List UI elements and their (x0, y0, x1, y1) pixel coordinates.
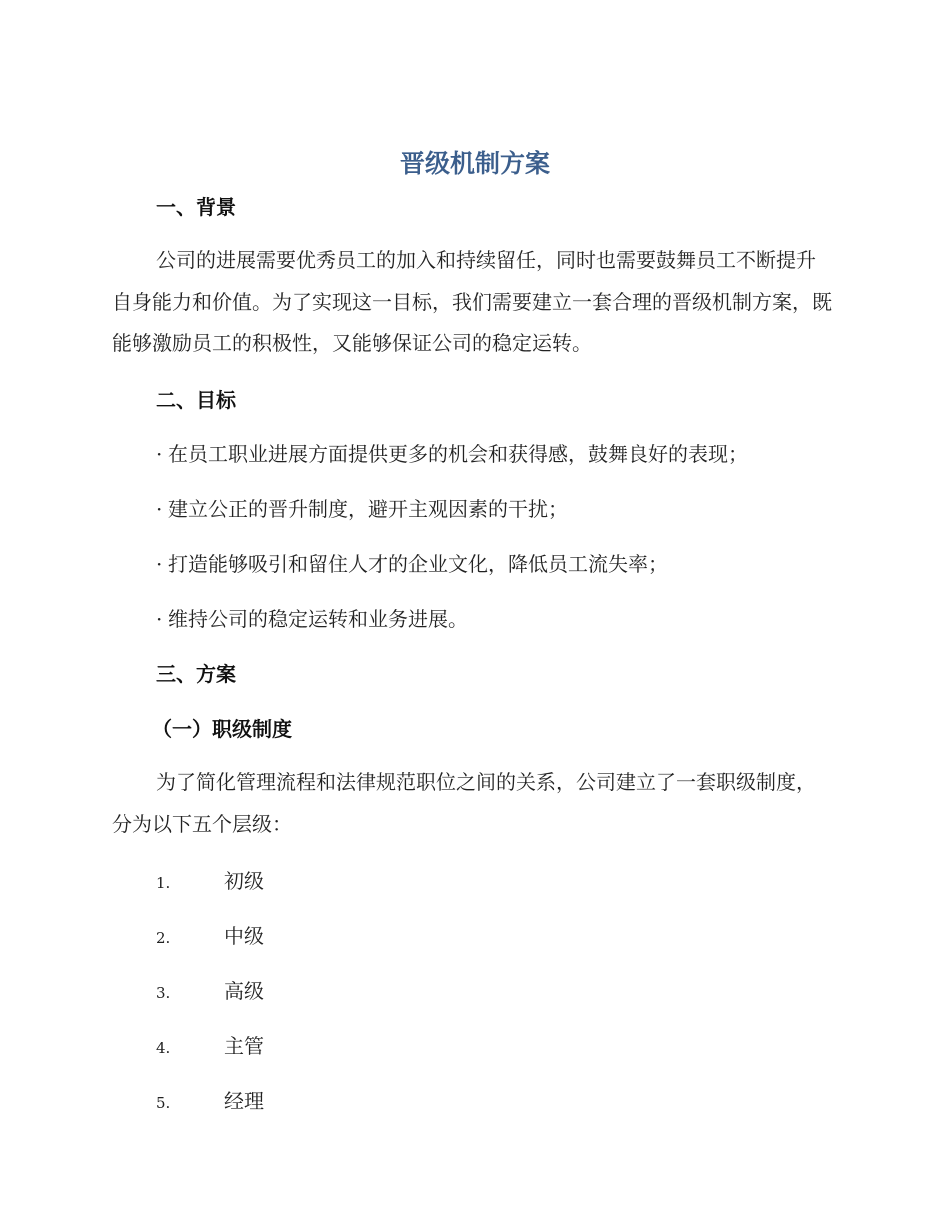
level-number: 4. (156, 1039, 171, 1057)
background-paragraph: 公司的进展需要优秀员工的加入和持续留任，同时也需要鼓舞员工不断提升自身能力和价值。为了实现这一目标，我们需要建立一套合理的晋级机制方案，既能够激励员工的积极性，又能够保证公司的稳定运转。 (112, 248, 832, 355)
level-list-item (156, 976, 264, 1006)
level-number: 2. (156, 929, 171, 947)
bullet-dot: · (156, 442, 163, 466)
subsection-heading-job-levels: （一）职级制度 (152, 717, 292, 741)
goal-bullet-text: 维持公司的稳定运转和业务进展。 (168, 607, 468, 631)
job-levels-paragraph: 为了简化管理流程和法律规范职位之间的关系，公司建立了一套职级制度，分为以下五个层级： (112, 770, 816, 836)
level-label: 经理 (224, 1089, 264, 1113)
goal-bullet-item (156, 494, 568, 524)
level-list-item (156, 866, 264, 896)
level-label: 高级 (224, 979, 264, 1003)
goal-bullet-text: 打造能够吸引和留住人才的企业文化，降低员工流失率； (168, 552, 668, 576)
level-list-item (156, 1086, 264, 1116)
level-number: 1. (156, 874, 171, 892)
level-list-item (156, 1031, 264, 1061)
section-heading-goals: 二、目标 (156, 388, 236, 412)
goal-bullet-item (156, 604, 468, 634)
section-heading-background: 一、背景 (156, 195, 236, 219)
bullet-dot: · (156, 497, 163, 521)
level-label: 主管 (224, 1034, 264, 1058)
level-list-item (156, 921, 264, 951)
level-number: 3. (156, 984, 171, 1002)
section-heading-plan: 三、方案 (156, 662, 236, 686)
goal-bullet-text: 在员工职业进展方面提供更多的机会和获得感，鼓舞良好的表现； (168, 442, 748, 466)
goal-bullet-item (156, 549, 668, 579)
bullet-dot: · (156, 607, 163, 631)
level-number: 5. (156, 1094, 171, 1112)
document-title: 晋级机制方案 (399, 149, 550, 178)
bullet-dot: · (156, 552, 163, 576)
goal-bullet-text: 建立公正的晋升制度，避开主观因素的干扰； (168, 497, 568, 521)
goal-bullet-item (156, 439, 748, 469)
level-label: 初级 (224, 869, 264, 893)
level-label: 中级 (224, 924, 264, 948)
